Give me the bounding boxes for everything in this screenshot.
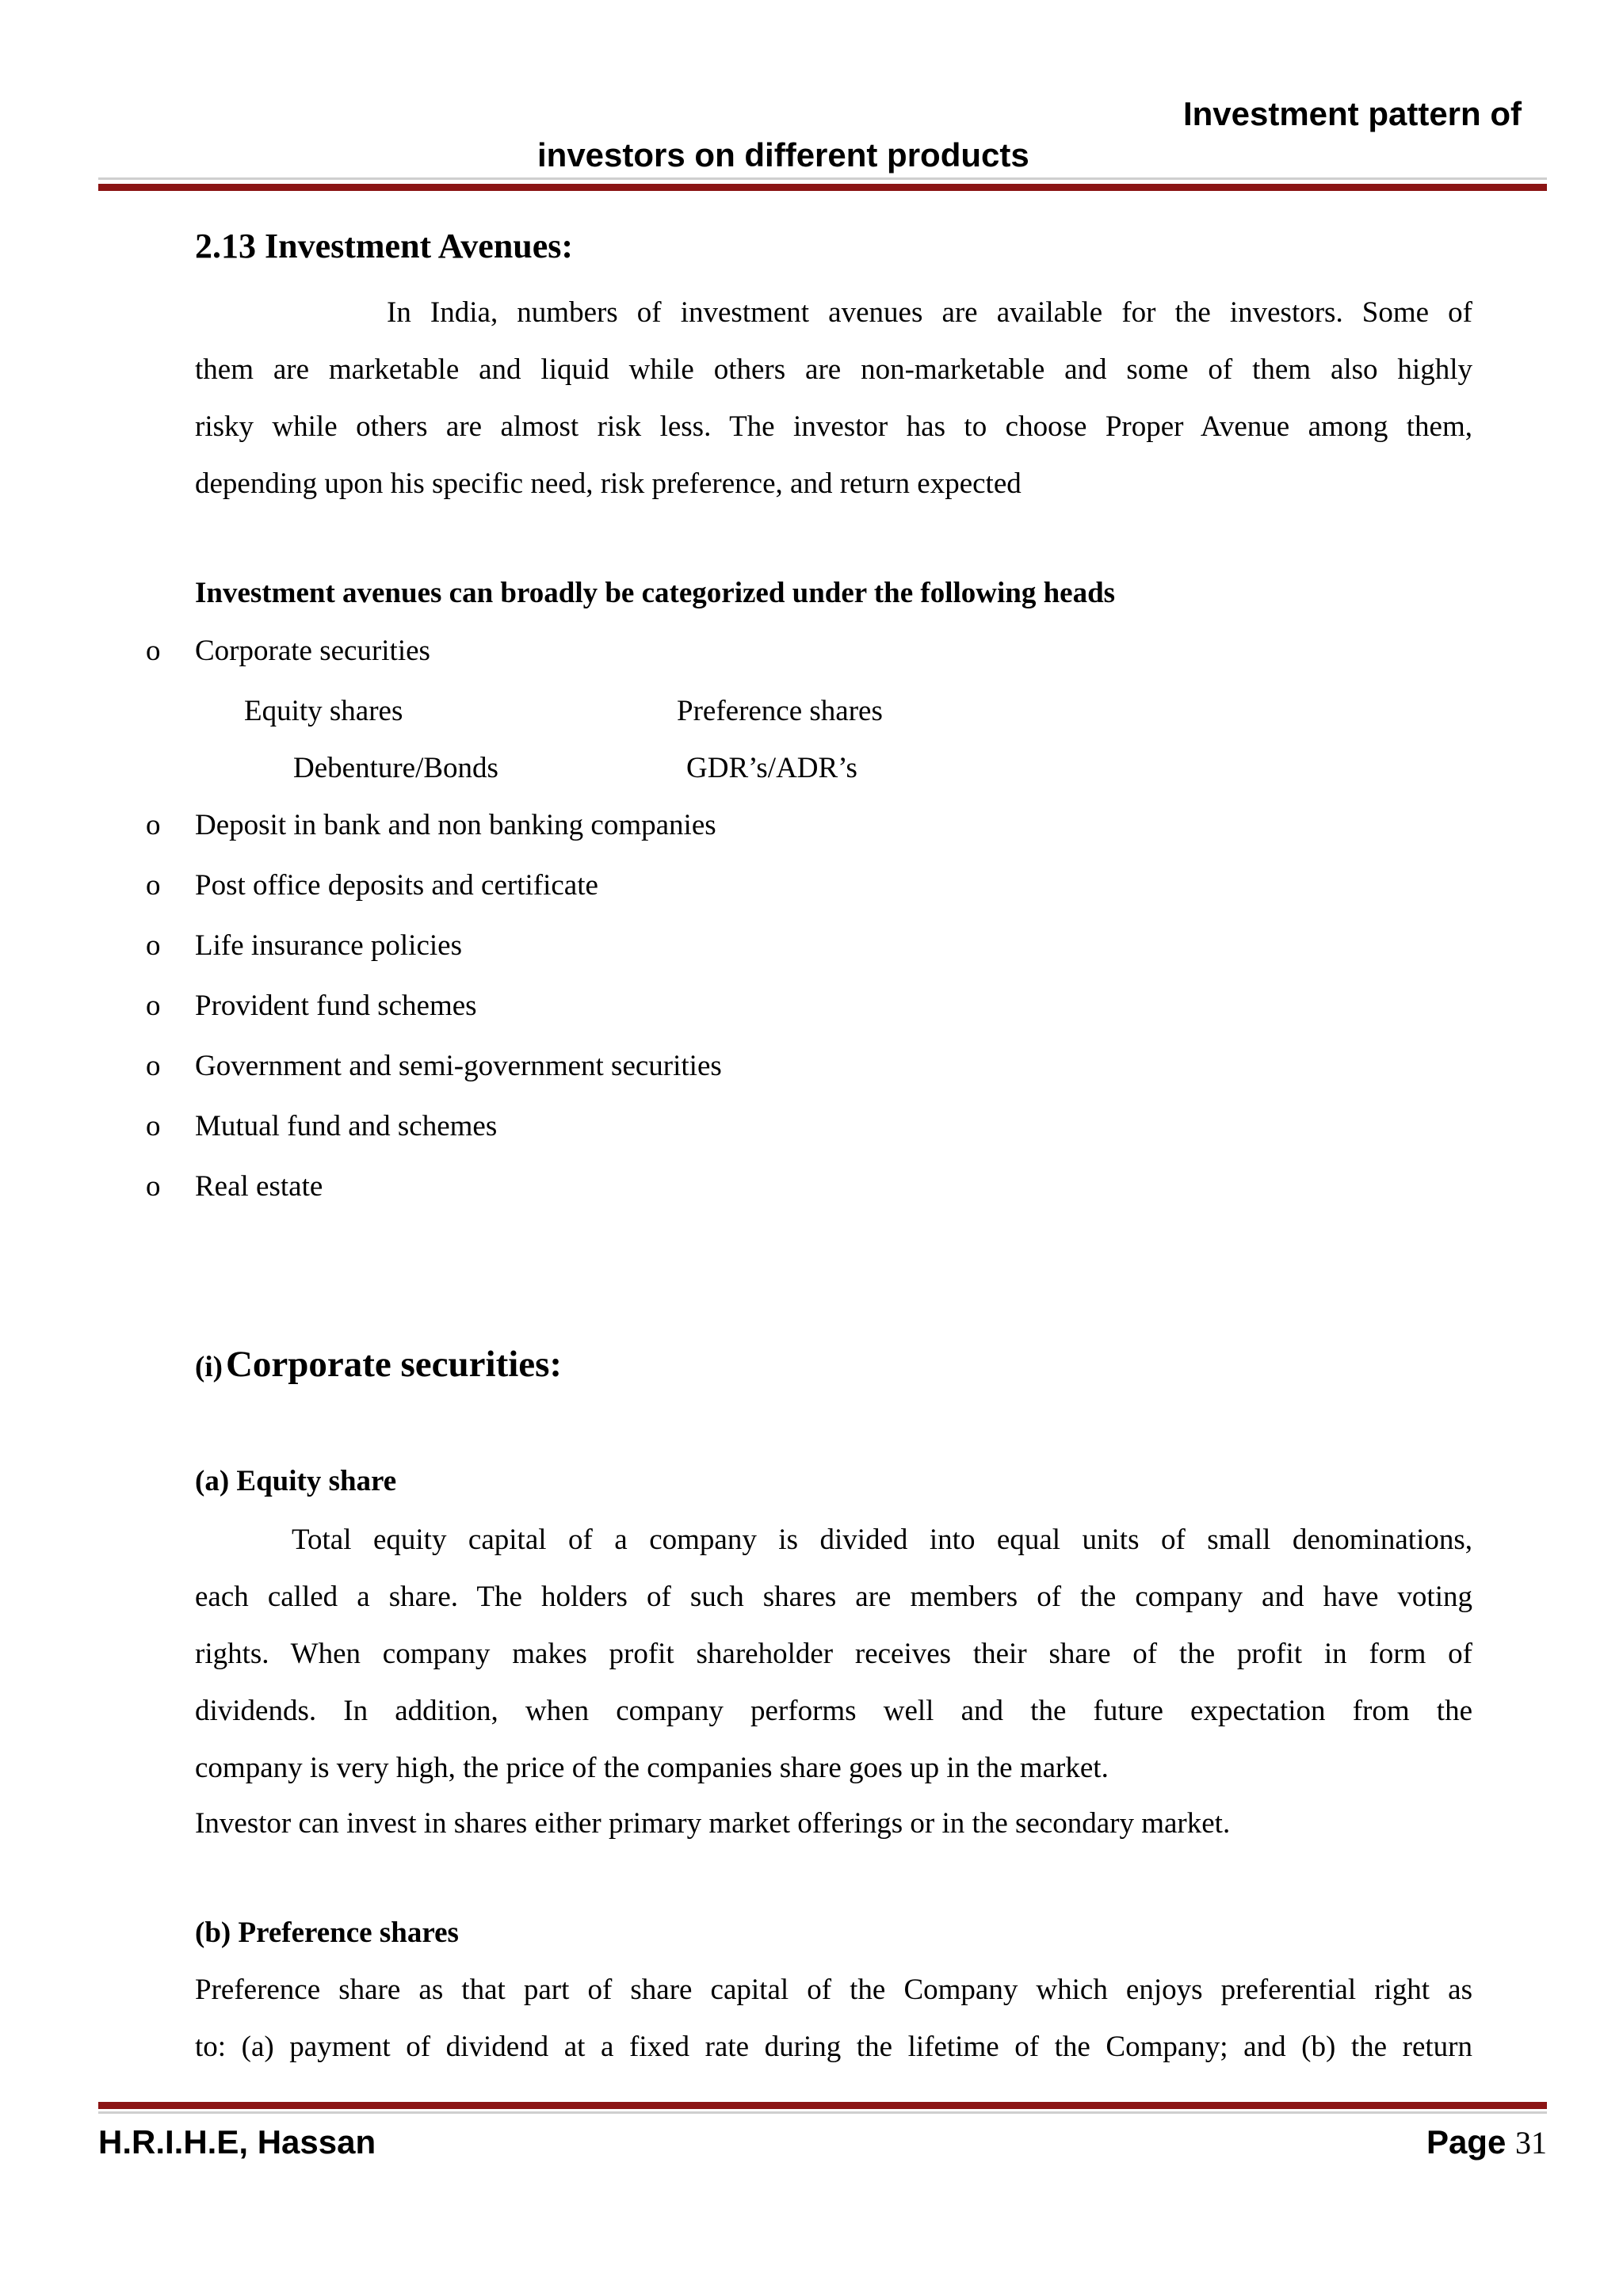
- list-item: Life insurance policies: [195, 929, 462, 962]
- preference-paragraph: [195, 1962, 1472, 2076]
- header-title-line1: Investment pattern of: [1182, 95, 1522, 132]
- list-item: Deposit in bank and non banking companies: [195, 809, 716, 841]
- list-item: Mutual fund and schemes: [195, 1110, 498, 1142]
- sub-item-preference-shares: Preference shares: [677, 695, 883, 727]
- list-item: Post office deposits and certificate: [195, 869, 598, 902]
- bullet-marker: o: [146, 809, 161, 841]
- equity-line: dividends. In addition, when company performs well and the future expectation from the: [195, 1695, 1472, 1727]
- sub-item-debenture-bonds: Debenture/Bonds: [293, 752, 498, 784]
- equity-heading: (a) Equity share: [195, 1465, 397, 1497]
- header-rule-accent: [98, 184, 1547, 191]
- equity-note: Investor can invest in shares either primary market offerings or in the secondary market.: [195, 1807, 1231, 1840]
- subsection-prefix: (i): [195, 1351, 223, 1383]
- preference-heading: (b) Preference shares: [195, 1917, 459, 1949]
- bullet-marker: o: [146, 1170, 161, 1203]
- bullet-marker: o: [146, 869, 161, 902]
- list-item: Provident fund schemes: [195, 990, 477, 1022]
- list-item: Real estate: [195, 1170, 323, 1203]
- sub-item-equity-shares: Equity shares: [244, 695, 403, 727]
- equity-line: Total equity capital of a company is divided into equal units of small denominations,: [292, 1524, 1472, 1556]
- footer-institution: H.R.I.H.E, Hassan: [98, 2123, 376, 2161]
- bullet-marker: o: [146, 929, 161, 962]
- bullet-marker: o: [146, 1050, 161, 1082]
- equity-line: each called a share. The holders of such shares are members of the company and have voting: [195, 1581, 1472, 1613]
- bullet-marker: o: [146, 990, 161, 1022]
- list-item: Government and semi-government securities: [195, 1050, 722, 1082]
- categories-heading: Investment avenues can broadly be categorized under the following heads: [195, 577, 1116, 609]
- intro-line: depending upon his specific need, risk preference, and return expected: [195, 467, 1022, 500]
- footer-page: [1426, 2123, 1547, 2161]
- page-number: 31: [1515, 2125, 1547, 2161]
- preference-line: to: (a) payment of dividend at a fixed rate during the lifetime of the Company; and (b) the return: [195, 2031, 1472, 2063]
- intro-line: In India, numbers of investment avenues are available for the investors. Some of: [387, 296, 1472, 329]
- bullet-marker: o: [146, 1110, 161, 1142]
- equity-line: company is very high, the price of the companies share goes up in the market.: [195, 1752, 1109, 1784]
- header-title-line2: investors on different products: [537, 136, 1029, 174]
- list-item-corporate-securities: Corporate securities: [195, 635, 430, 667]
- sub-item-gdr-adr: GDR’s/ADR’s: [686, 752, 857, 784]
- equity-paragraph: [195, 1512, 1472, 1797]
- equity-line: rights. When company makes profit shareholder receives their share of the profit in form of: [195, 1638, 1472, 1670]
- footer-rule-light: [98, 2111, 1547, 2114]
- subsection-heading: [195, 1343, 562, 1386]
- section-heading: 2.13 Investment Avenues:: [195, 227, 574, 265]
- preference-line: Preference share as that part of share capital of the Company which enjoys preferential right as: [195, 1974, 1472, 2006]
- intro-line: them are marketable and liquid while others are non-marketable and some of them also highly: [195, 353, 1472, 386]
- footer-rule-accent: [98, 2102, 1547, 2109]
- intro-paragraph: [195, 284, 1472, 513]
- subsection-title: Corporate securities:: [225, 1344, 563, 1385]
- page-label: Page: [1426, 2123, 1507, 2161]
- bullet-marker: o: [146, 635, 161, 667]
- intro-line: risky while others are almost risk less. The investor has to choose Proper Avenue among them,: [195, 410, 1472, 443]
- header-rule-light: [98, 177, 1547, 180]
